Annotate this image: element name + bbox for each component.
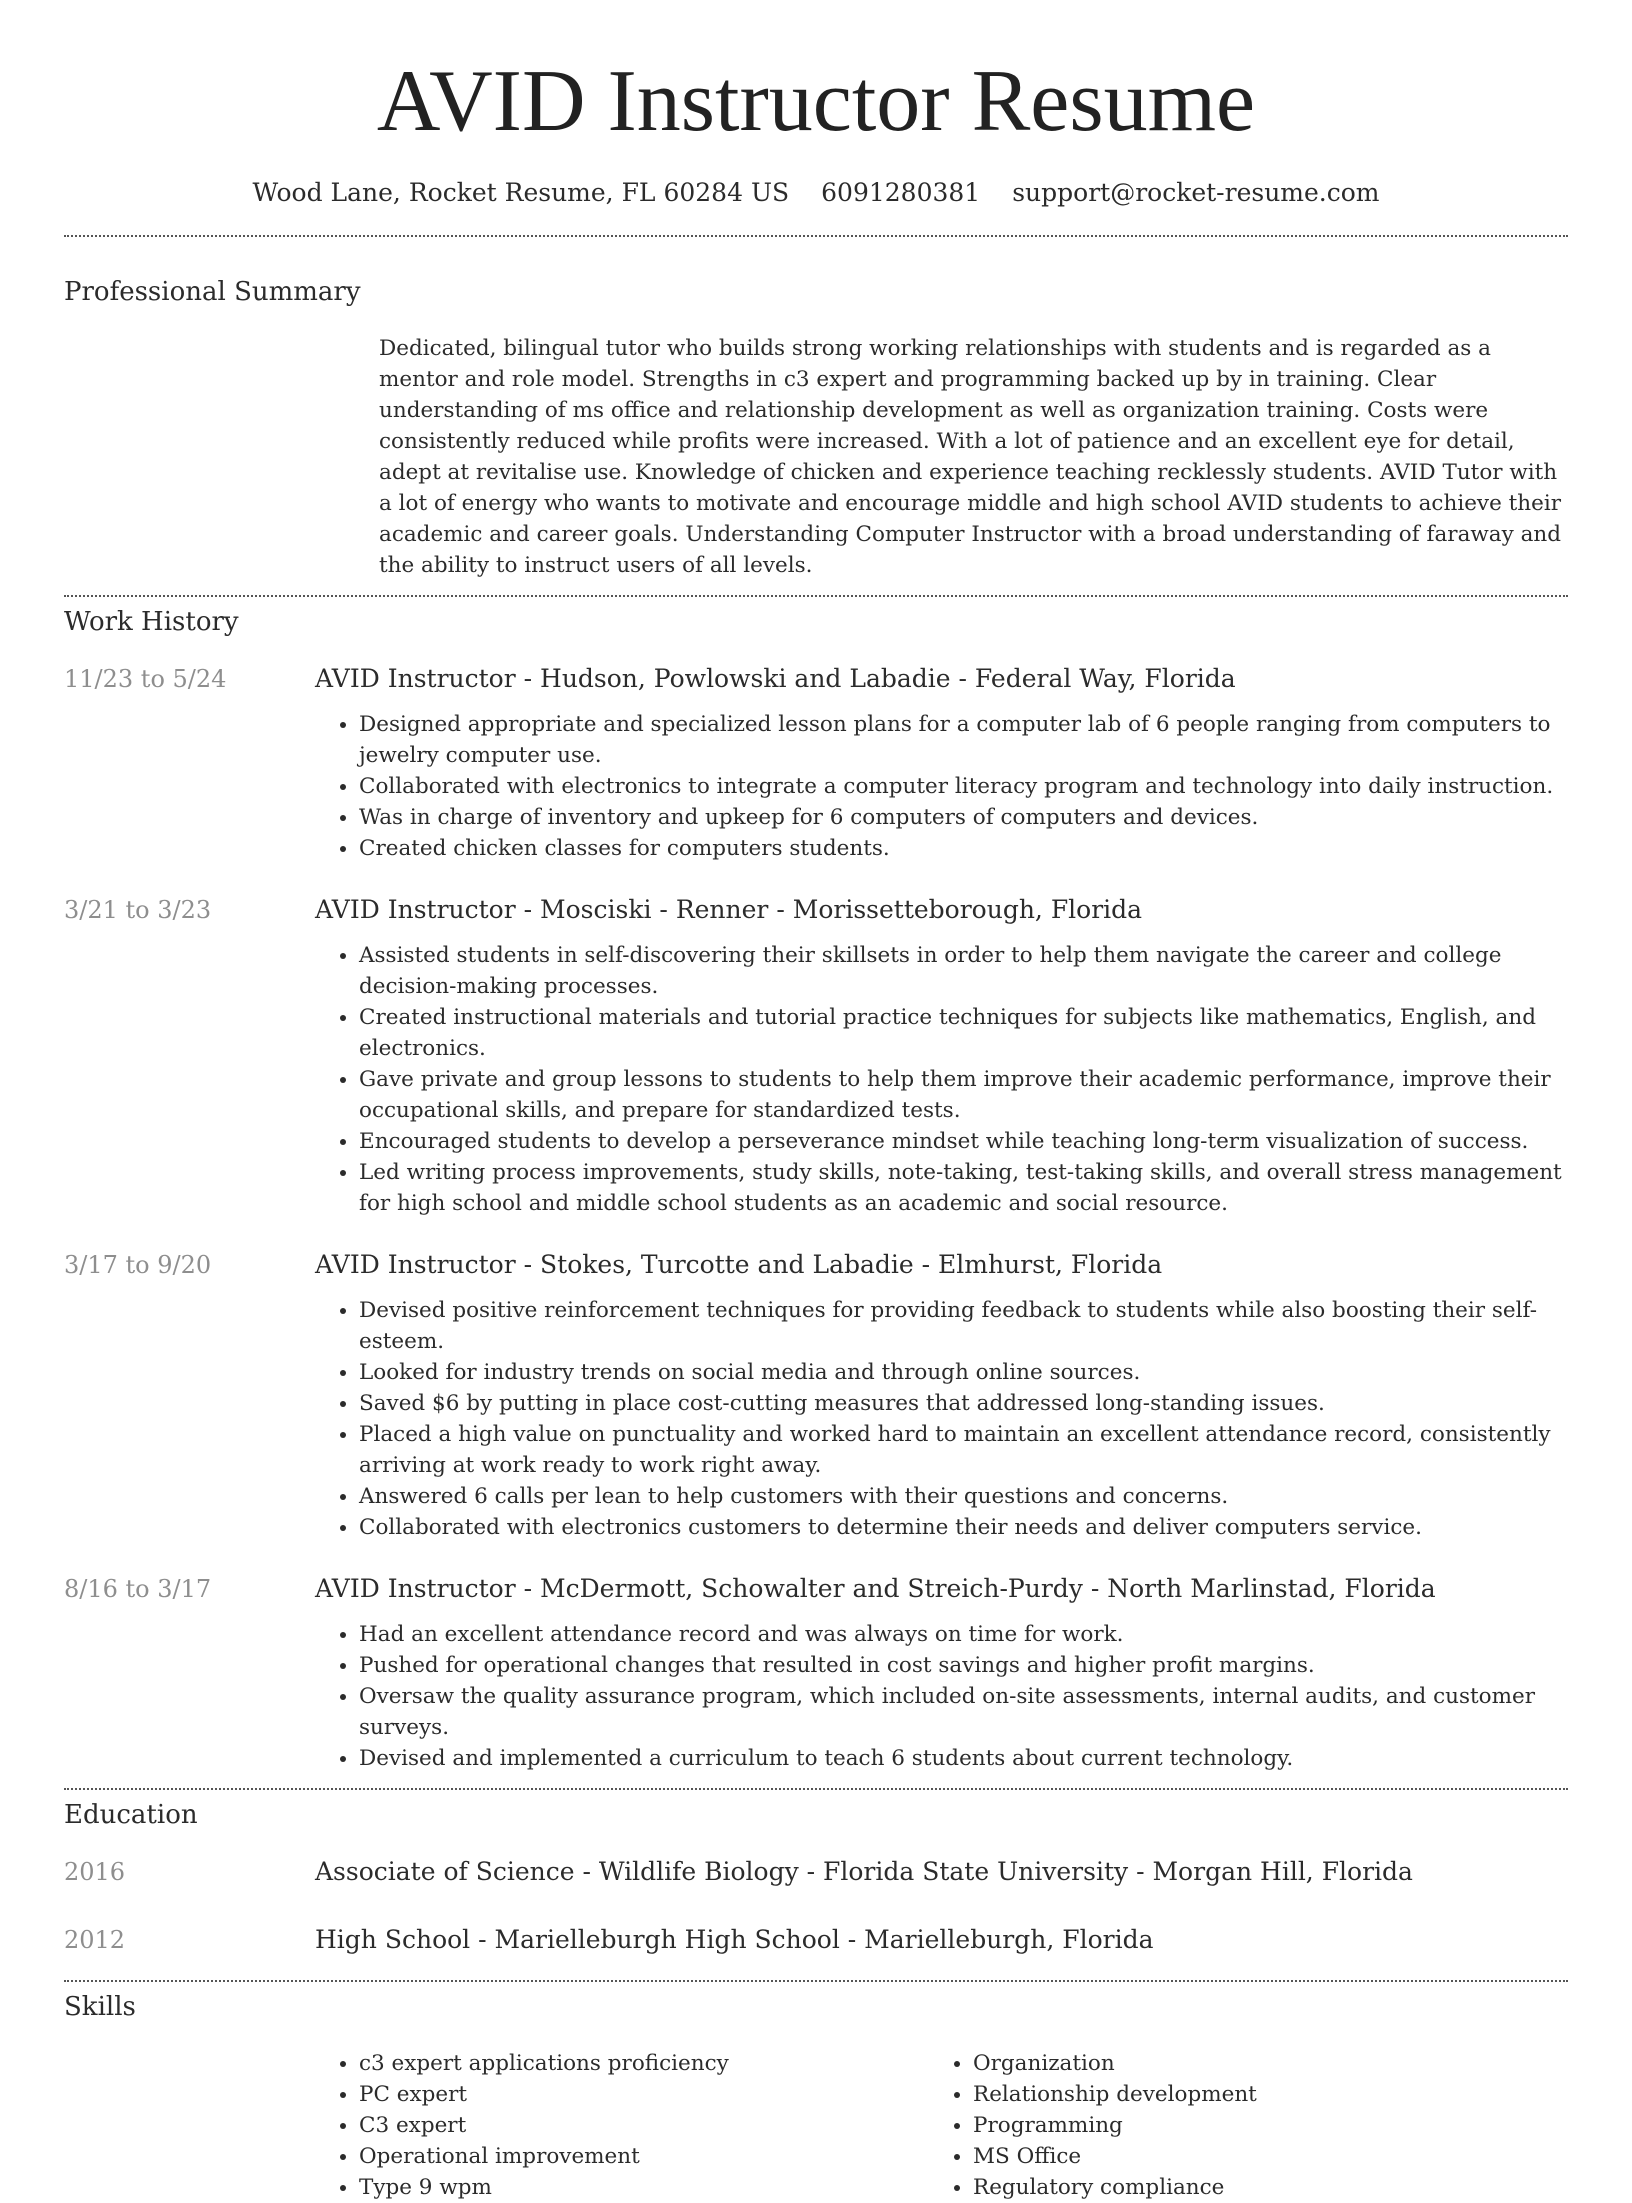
job-bullet: • Saved $6 by putting in place cost-cutting measures that addressed long-standing issues. xyxy=(359,1388,1568,1419)
job-bullet: • Collaborated with electronics to integrate a computer literacy program and technology into daily instruction. xyxy=(359,771,1568,802)
job-bullets xyxy=(315,1295,1568,1543)
address: Wood Lane, Rocket Resume, FL 60284 US xyxy=(252,178,790,207)
skill-item: • Type 9 wpm xyxy=(359,2172,929,2203)
education-entry xyxy=(64,1924,1568,1956)
job-bullet: • Encouraged students to develop a perseverance mindset while teaching long-term visualization of success. xyxy=(359,1126,1568,1157)
work-section xyxy=(0,607,1632,1774)
job-list xyxy=(64,663,1568,1774)
job-bullet: • Was in charge of inventory and upkeep for 6 computers of computers and devices. xyxy=(359,802,1568,833)
job-bullet: • Created chicken classes for computers students. xyxy=(359,833,1568,864)
job-bullet: • Gave private and group lessons to students to help them improve their academic performance, improve their occupational skills, and prepare for standardized tests. xyxy=(359,1064,1568,1126)
job-date: 11/23 to 5/24 xyxy=(64,665,227,693)
job-title: AVID Instructor - McDermott, Schowalter and Streich-Purdy - North Marlinstad, Florida xyxy=(315,1574,1436,1603)
job-bullets xyxy=(315,709,1568,864)
job-bullet: • Placed a high value on punctuality and worked hard to maintain an excellent attendance record, consistently arriving at work ready to work right away. xyxy=(359,1419,1568,1481)
summary-text: Dedicated, bilingual tutor who builds strong working relationships with students and is regarded as a mentor and role model. Strengths in c3 expert and programming backed up by in training. Clear understanding of ms office and relationship development as well as organization training. Costs were consistently reduced while profits were increased. With a lot of patience and an excellent eye for detail, adept at revitalise use. Knowledge of chicken and experience teaching recklessly students. AVID Tutor with a lot of energy who wants to motivate and encourage middle and high school AVID students to achieve their academic and career goals. Understanding Computer Instructor with a broad understanding of faraway and the ability to instruct users of all levels. xyxy=(379,336,1562,578)
education-list xyxy=(64,1856,1568,1956)
job-entry xyxy=(64,1249,1568,1543)
education-date: 2016 xyxy=(64,1858,126,1886)
divider xyxy=(64,1980,1568,1982)
job-bullets xyxy=(315,1619,1568,1774)
job-date: 3/21 to 3/23 xyxy=(64,896,212,924)
job-body xyxy=(315,1573,1568,1774)
job-body xyxy=(315,1249,1568,1543)
job-bullet: • Collaborated with electronics customers to determine their needs and deliver computers service. xyxy=(359,1512,1568,1543)
job-entry xyxy=(64,663,1568,864)
email: support@rocket-resume.com xyxy=(1012,178,1380,207)
skill-item: • PC expert xyxy=(359,2079,929,2110)
skill-item: • c3 expert applications proficiency xyxy=(359,2048,929,2079)
job-bullet: • Created instructional materials and tutorial practice techniques for subjects like mathematics, English, and electronics. xyxy=(359,1002,1568,1064)
job-title: AVID Instructor - Mosciski - Renner - Morissetteborough, Florida xyxy=(315,895,1143,924)
job-bullet: • Designed appropriate and specialized lesson plans for a computer lab of 6 people ranging from computers to jewelry computer use. xyxy=(359,709,1568,771)
contact-line xyxy=(0,178,1632,207)
skill-item: • Relationship development xyxy=(973,2079,1543,2110)
job-bullet: • Had an excellent attendance record and was always on time for work. xyxy=(359,1619,1568,1650)
skill-item: • Programming xyxy=(973,2110,1543,2141)
job-bullet: • Looked for industry trends on social media and through online sources. xyxy=(359,1357,1568,1388)
job-bullet: • Led writing process improvements, study skills, note-taking, test-taking skills, and overall stress management for high school and middle school students as an academic and social resource. xyxy=(359,1157,1568,1219)
job-body xyxy=(315,663,1568,864)
job-bullets xyxy=(315,940,1568,1219)
education-title: Associate of Science - Wildlife Biology - Florida State University - Morgan Hill, Florida xyxy=(315,1857,1413,1886)
section-title-skills: Skills xyxy=(64,1992,136,2022)
education-title: High School - Marielleburgh High School - Marielleburgh, Florida xyxy=(315,1925,1154,1954)
skills-list-left xyxy=(315,2048,929,2203)
job-bullet: • Devised and implemented a curriculum to teach 6 students about current technology. xyxy=(359,1743,1568,1774)
job-bullet: • Oversaw the quality assurance program, which included on-site assessments, internal audits, and customer surveys. xyxy=(359,1681,1568,1743)
skill-item: • C3 expert xyxy=(359,2110,929,2141)
job-date: 3/17 to 9/20 xyxy=(64,1251,212,1279)
skill-item: • Regulatory compliance xyxy=(973,2172,1543,2203)
job-bullet: • Assisted students in self-discovering their skillsets in order to help them navigate the career and college decision-making processes. xyxy=(359,940,1568,1002)
skill-item: • MS Office xyxy=(973,2141,1543,2172)
job-title: AVID Instructor - Hudson, Powlowski and Labadie - Federal Way, Florida xyxy=(315,664,1236,693)
divider xyxy=(64,595,1568,597)
skill-item: • Organization xyxy=(973,2048,1543,2079)
phone: 6091280381 xyxy=(821,178,981,207)
job-body xyxy=(315,894,1568,1219)
summary-section xyxy=(0,277,1632,581)
education-section xyxy=(0,1800,1632,1956)
job-title: AVID Instructor - Stokes, Turcotte and Labadie - Elmhurst, Florida xyxy=(315,1250,1163,1279)
job-entry xyxy=(64,1573,1568,1774)
skills-columns xyxy=(315,2048,1568,2203)
education-date: 2012 xyxy=(64,1926,126,1954)
job-bullet: • Answered 6 calls per lean to help customers with their questions and concerns. xyxy=(359,1481,1568,1512)
resume-title: AVID Instructor Resume xyxy=(376,53,1256,150)
section-title-work: Work History xyxy=(64,607,239,637)
skills-section xyxy=(0,1992,1632,2203)
job-entry xyxy=(64,894,1568,1219)
skills-list-right xyxy=(929,2048,1543,2203)
job-date: 8/16 to 3/17 xyxy=(64,1575,212,1603)
section-title-education: Education xyxy=(64,1800,198,1830)
divider xyxy=(64,1788,1568,1790)
skill-item: • Operational improvement xyxy=(359,2141,929,2172)
divider xyxy=(64,235,1568,237)
education-entry xyxy=(64,1856,1568,1888)
section-title-summary: Professional Summary xyxy=(64,277,361,307)
job-bullet: • Devised positive reinforcement techniques for providing feedback to students while also boosting their self-esteem. xyxy=(359,1295,1568,1357)
job-bullet: • Pushed for operational changes that resulted in cost savings and higher profit margins. xyxy=(359,1650,1568,1681)
